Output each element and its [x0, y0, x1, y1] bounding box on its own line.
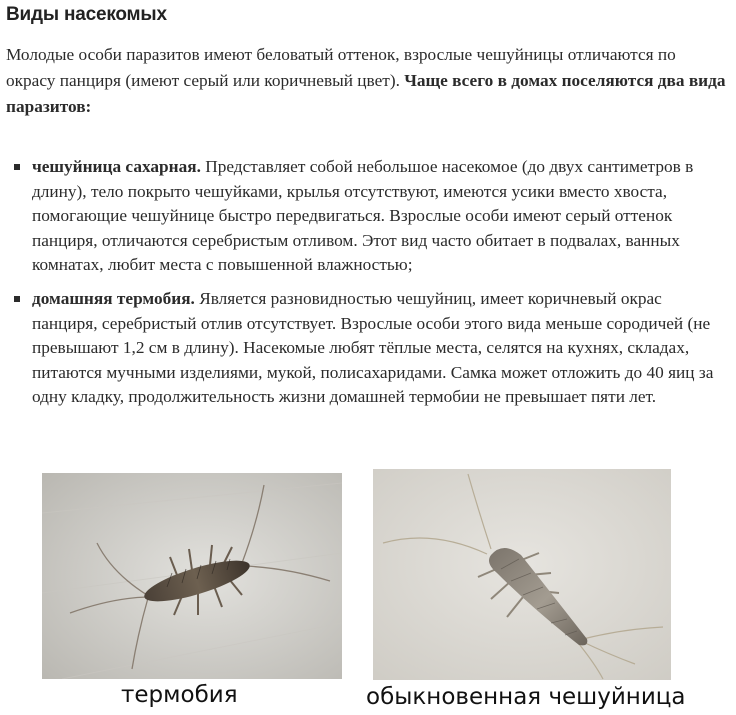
list-item — [14, 287, 728, 410]
intro-text: Молодые особи паразитов имеют беловатый оттенок, взрослые чешуйницы отличаются по окрасу панциря (имеют серый или коричневый цвет). — [6, 45, 676, 90]
species-name: чешуйница сахарная. — [32, 157, 201, 176]
bullet-icon — [14, 296, 20, 302]
species-list — [14, 155, 728, 419]
section-heading: Виды насекомых — [6, 4, 167, 25]
thermobia-caption: термобия — [121, 682, 238, 708]
intro-bold-text: Чаще всего в домах поселяются два вида паразитов: — [6, 71, 726, 116]
species-description: Является разновидностью чешуйниц, имеет коричневый окрас панциря, серебристый отлив отсутствует. Взрослые особи этого вида меньше сородичей (не превышают 1,2 см в длину). Насекомые любят тёплые места, селятся на кухнях, складах, питаются мучными изделиями, мукой, полисахаридами. Самка может отложить до 40 яиц за одну кладку, продолжительность жизни домашней термобии не превышает пяти лет. — [32, 288, 714, 407]
thermobia-photo — [42, 473, 342, 679]
list-item — [14, 155, 728, 278]
silverfish-photo — [373, 469, 671, 680]
species-name: домашняя термобия. — [32, 288, 195, 308]
intro-paragraph — [6, 42, 728, 120]
species-description: Представляет собой небольшое насекомое (до двух сантиметров в длину), тело покрыто чешуйками, крылья отсутствуют, имеются усики вместо хвоста, помогающие чешуйнице быстро передвигаться. Взрослые особи имеют серый оттенок панциря, отличаются серебристым отливом. Этот вид часто обитает в подвалах, ванных комнатах, любит места с повышенной влажностью; — [32, 157, 694, 275]
bullet-icon — [14, 164, 20, 170]
silverfish-caption: обыкновенная чешуйница — [366, 684, 686, 710]
